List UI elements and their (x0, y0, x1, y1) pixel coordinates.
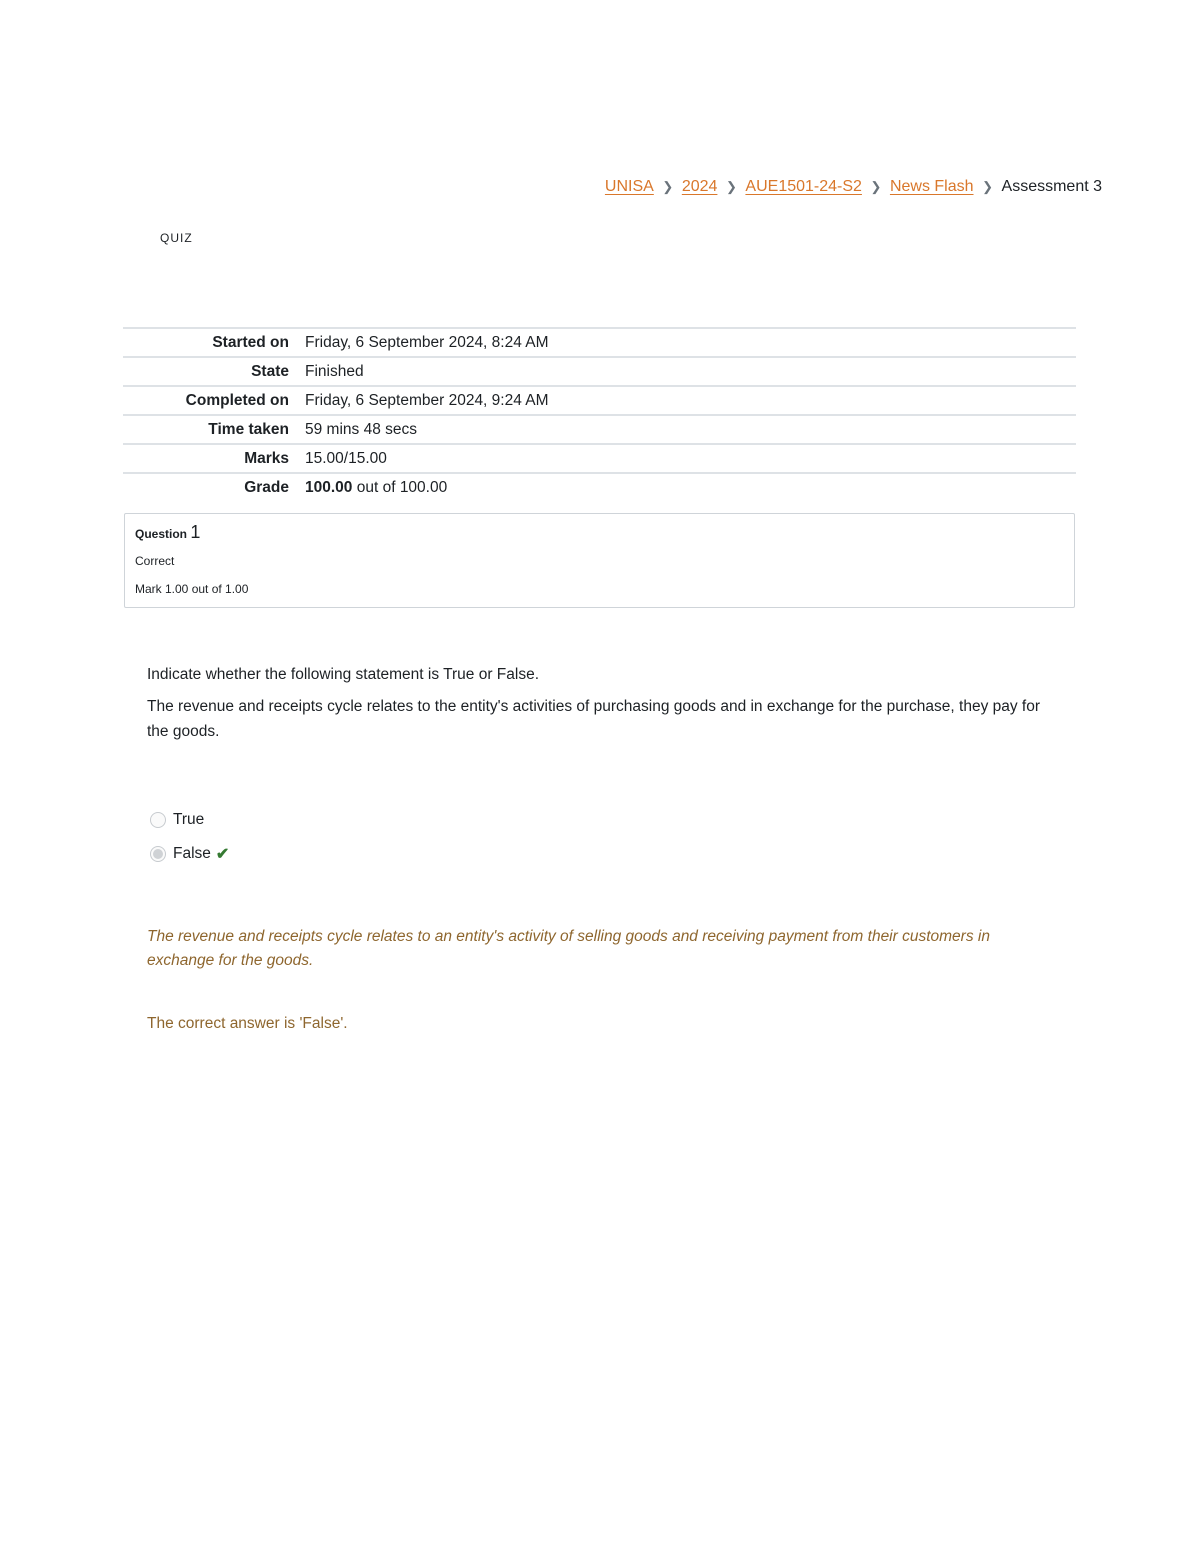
chevron-right-icon: ❯ (662, 179, 674, 194)
general-feedback: The revenue and receipts cycle relates to an entity's activity of selling goods and receiving payment from their customers in exchange for the goods. (147, 928, 990, 969)
summary-label: Marks (123, 444, 297, 473)
answer-label: False (173, 845, 211, 862)
radio-false[interactable] (150, 846, 166, 862)
check-icon: ✔ (215, 846, 230, 863)
breadcrumb-current: Assessment 3 (1001, 178, 1102, 195)
summary-value: 15.00/15.00 (297, 444, 1076, 473)
page-type-label: QUIZ (160, 231, 193, 245)
answer-options (150, 803, 229, 871)
question-instruction: Indicate whether the following statement is True or False. (147, 666, 540, 683)
summary-label: Grade (123, 473, 297, 501)
summary-value (297, 473, 1076, 501)
right-answer: The correct answer is 'False'. (147, 1015, 348, 1032)
summary-label: State (123, 357, 297, 386)
question-statement: The revenue and receipts cycle relates to the entity's activities of purchasing goods and in exchange for the purchase, they pay for the goods. (147, 698, 1041, 740)
breadcrumb-2024[interactable]: 2024 (681, 178, 718, 195)
question-grade: Mark 1.00 out of 1.00 (135, 582, 249, 596)
chevron-right-icon: ❯ (982, 179, 993, 194)
grade-value: 100.00 (305, 478, 353, 496)
answer-option-true[interactable] (150, 803, 229, 837)
question-text (147, 662, 1047, 751)
summary-label: Started on (123, 328, 297, 357)
answer-option-false[interactable] (150, 837, 229, 871)
summary-label: Completed on (123, 386, 297, 415)
summary-value: 59 mins 48 secs (297, 415, 1076, 444)
summary-row-state (123, 357, 1076, 386)
summary-value: Finished (297, 357, 1076, 386)
chevron-right-icon: ❯ (725, 179, 737, 194)
summary-row-marks (123, 444, 1076, 473)
attempt-summary-table (123, 327, 1076, 501)
summary-row-time-taken (123, 415, 1076, 444)
question-number-value: 1 (190, 522, 201, 542)
breadcrumb-news-flash[interactable]: News Flash (889, 178, 974, 195)
radio-true[interactable] (150, 812, 166, 828)
summary-row-completed (123, 386, 1076, 415)
breadcrumb-unisa[interactable]: UNISA (604, 178, 654, 195)
summary-value: Friday, 6 September 2024, 8:24 AM (297, 328, 1076, 357)
question-number (135, 522, 200, 543)
summary-value: Friday, 6 September 2024, 9:24 AM (297, 386, 1076, 415)
question-state: Correct (135, 554, 175, 568)
answer-label: True (173, 811, 205, 828)
question-info-box (124, 513, 1075, 608)
summary-label: Time taken (123, 415, 297, 444)
summary-row-grade (123, 473, 1076, 501)
breadcrumb-course[interactable]: AUE1501-24-S2 (745, 178, 862, 195)
breadcrumb (605, 178, 1102, 196)
chevron-right-icon: ❯ (870, 179, 882, 194)
summary-row-started (123, 328, 1076, 357)
question-prefix: Question (135, 527, 191, 541)
grade-out-of: out of 100.00 (352, 478, 448, 496)
